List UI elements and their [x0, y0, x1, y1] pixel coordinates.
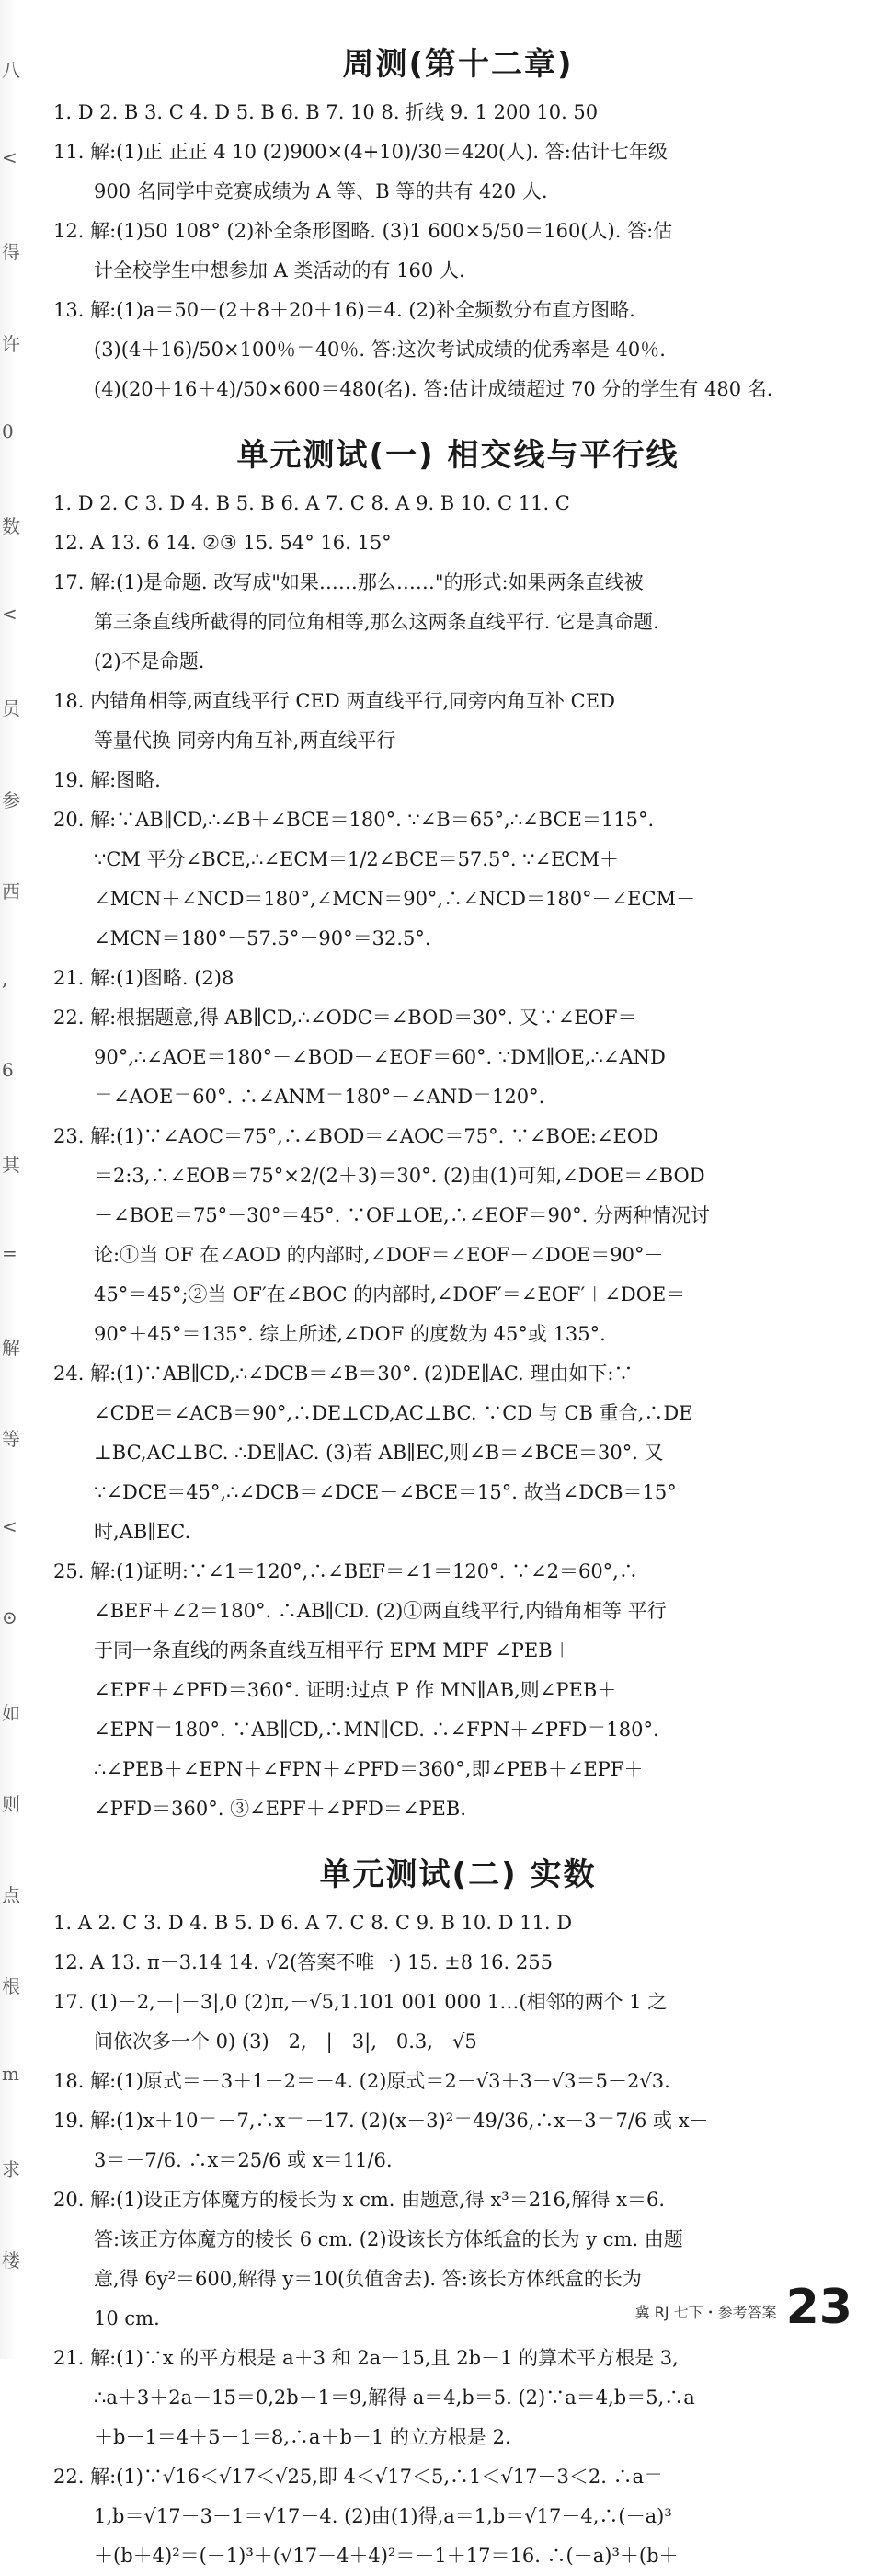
margin-fragment: 员 — [2, 697, 20, 720]
answer-line: 计全校学生中想参加 A 类活动的有 160 人. — [94, 259, 465, 282]
answer-line: ∠CDE＝∠ACB＝90°,∴DE⊥CD,AC⊥BC. ∵CD 与 CB 重合,∴DE — [94, 1402, 693, 1424]
section-title: 单元测试(一) 相交线与平行线 — [236, 437, 680, 474]
answer-line: 12. 解:(1)50 108° (2)补全条形图略. (3)1 600×5/50＝160(人). 答:估 — [53, 220, 673, 242]
margin-fragment: 则 — [2, 1792, 20, 1815]
answer-line: 19. 解:(1)x＋10＝－7,∴x＝－17. (2)(x－3)²＝49/36,∴x－3＝7/6 或 x－ — [53, 2110, 709, 2132]
answer-line: ⊥BC,AC⊥BC. ∴DE∥AC. (3)若 AB∥EC,则∠B＝∠BCE＝30°. 又 — [94, 1442, 664, 1464]
answer-line: 90°＋45°＝135°. 综上所述,∠DOF 的度数为 45°或 135°. — [94, 1323, 606, 1345]
margin-fragment: 数 — [2, 515, 20, 537]
answer-line: ＝2:3,∴∠EOB＝75°×2/(2＋3)＝30°. (2)由(1)可知,∠DOE＝∠BOD — [94, 1165, 705, 1187]
section-title: 单元测试(二) 实数 — [319, 1857, 597, 1893]
answer-line: 1. D 2. B 3. C 4. D 5. B 6. B 7. 10 8. 折线 9. 1 200 10. 50 — [53, 101, 599, 123]
answer-line: 24. 解:(1)∵AB∥CD,∴∠DCB＝∠B＝30°. (2)DE∥AC. 理由如下:∵ — [53, 1363, 634, 1385]
margin-fragment: = — [2, 1241, 17, 1264]
answer-line: (2)不是命题. — [94, 650, 205, 673]
answer-line: 第三条直线所截得的同位角相等,那么这两条直线平行. 它是真命题. — [94, 611, 659, 633]
margin-fragment: 等 — [2, 1428, 20, 1450]
margin-fragment: 根 — [2, 1975, 20, 1998]
footer-label: 冀 RJ 七下・参考答案 — [634, 2304, 777, 2321]
answer-key-body — [53, 35, 863, 2576]
answer-line: ＝∠AOE＝60°. ∴∠ANM＝180°－∠AND＝120°. — [94, 1086, 545, 1108]
answer-line: 10 cm. — [94, 2307, 160, 2329]
margin-fragment: 其 — [2, 1154, 20, 1177]
margin-fragment: 解 — [2, 1336, 20, 1359]
answer-line: 1,b＝√17－3－1＝√17－4. (2)由(1)得,a＝1,b＝√17－4,∴(－a)³ — [94, 2505, 672, 2527]
margin-fragment: 6 — [2, 1059, 14, 1082]
answer-line: ∴∠PEB＋∠EPN＋∠FPN＋∠PFD＝360°,即∠PEB＋∠EPF＋ — [94, 1758, 644, 1780]
answer-line: 900 名同学中竞赛成绩为 A 等、B 等的共有 420 人. — [94, 180, 548, 202]
answer-line: (4)(20＋16＋4)/50×600＝480(名). 答:估计成绩超过 70 分的学生有 480 名. — [94, 378, 773, 400]
answer-line: 20. 解:∵AB∥CD,∴∠B＋∠BCE＝180°. ∵∠B＝65°,∴∠BCE＝115°. — [53, 809, 655, 831]
answer-line: 45°＝45°;②当 OF′在∠BOC 的内部时,∠DOF′＝∠EOF′＋∠DOE＝ — [94, 1283, 686, 1305]
answer-line: 21. 解:(1)图略. (2)8 — [53, 967, 234, 989]
answer-line: 18. 内错角相等,两直线平行 CED 两直线平行,同旁内角互补 CED — [53, 690, 615, 712]
answer-line: 13. 解:(1)a＝50－(2＋8＋20＋16)＝4. (2)补全频数分布直方图略. — [53, 299, 635, 321]
answer-line: 21. 解:(1)∵x 的平方根是 a＋3 和 2a－15,且 2b－1 的算术平方根是 3, — [53, 2347, 679, 2369]
margin-fragment: 点 — [2, 1884, 20, 1906]
answer-line: －∠BOE＝75°－30°＝45°. ∵OF⊥OE,∴∠EOF＝90°. 分两种情况讨 — [94, 1204, 711, 1226]
answer-line: ∵CM 平分∠BCE,∴∠ECM＝1/2∠BCE＝57.5°. ∵∠ECM＋ — [94, 848, 620, 870]
margin-fragment: 参 — [2, 788, 20, 811]
margin-fragment: 西 — [2, 880, 20, 903]
answer-line: 答:该正方体魔方的棱长 6 cm. (2)设该长方体纸盒的长为 y cm. 由题 — [94, 2228, 683, 2250]
answer-line: 17. 解:(1)是命题. 改写成"如果……那么……"的形式:如果两条直线被 — [53, 571, 644, 593]
answer-line: 20. 解:(1)设正方体魔方的棱长为 x cm. 由题意,得 x³＝216,解得 x＝6. — [53, 2189, 666, 2211]
margin-fragment: 如 — [2, 1701, 20, 1724]
answer-line: 3＝－7/6. ∴x＝25/6 或 x＝11/6. — [94, 2149, 393, 2171]
answer-line: ∠EPN＝180°. ∵AB∥CD,∴MN∥CD. ∴∠FPN＋∠PFD＝180°. — [94, 1719, 659, 1741]
answer-line: 23. 解:(1)∵∠AOC＝75°,∴∠BOD＝∠AOC＝75°. ∵∠BOE:∠EOD — [53, 1125, 658, 1147]
answer-line: 意,得 6y²＝600,解得 y＝10(负值舍去). 答:该长方体纸盒的长为 — [94, 2268, 642, 2290]
answer-line: 12. A 13. 6 14. ②③ 15. 54° 16. 15° — [53, 532, 392, 554]
answer-line: 25. 解:(1)证明:∵∠1＝120°,∴∠BEF＝∠1＝120°. ∵∠2＝60°,∴ — [53, 1560, 638, 1582]
answer-line: 时,AB∥EC. — [94, 1521, 191, 1543]
answer-line: ∠EPF＋∠PFD＝360°. 证明:过点 P 作 MN∥AB,则∠PEB＋ — [94, 1679, 617, 1701]
margin-fragment: < — [2, 1515, 17, 1538]
answer-line: 17. (1)－2,－|－3|,0 (2)π,－√5,1.101 001 000 1…(相邻的两个 1 之 — [53, 1991, 668, 2013]
page-footer — [634, 2280, 852, 2335]
margin-fragment: 楼 — [2, 2248, 20, 2271]
margin-fragment: 求 — [2, 2157, 20, 2180]
answer-line: 1. A 2. C 3. D 4. B 5. D 6. A 7. C 8. C 9. B 10. D 11. D — [53, 1912, 573, 1934]
margin-fragment: , — [2, 968, 8, 990]
page-number: 23 — [785, 2280, 852, 2335]
answer-line: ∠PFD＝360°. ③∠EPF＋∠PFD＝∠PEB. — [94, 1798, 466, 1820]
margin-fragment: 得 — [2, 241, 20, 264]
answer-line: 22. 解:根据题意,得 AB∥CD,∴∠ODC＝∠BOD＝30°. 又∵∠EOF＝ — [53, 1006, 637, 1029]
margin-fragment: ⊙ — [2, 1606, 17, 1629]
margin-fragment: 八 — [2, 59, 20, 81]
section-title: 周测(第十二章) — [342, 46, 574, 83]
margin-fragment: < — [2, 146, 17, 169]
answer-line: 12. A 13. π－3.14 14. √2(答案不唯一) 15. ±8 16. 255 — [53, 1951, 553, 1973]
answer-line: ∵∠DCE＝45°,∴∠DCB＝∠DCE－∠BCE＝15°. 故当∠DCB＝15° — [94, 1481, 677, 1503]
answer-line: 间依次多一个 0) (3)－2,－|－3|,－0.3,－√5 — [94, 2030, 477, 2053]
answer-line: 等量代换 同旁内角互补,两直线平行 — [94, 730, 396, 752]
answer-line: 论:①当 OF 在∠AOD 的内部时,∠DOF＝∠EOF－∠DOE＝90°－ — [94, 1244, 664, 1266]
answer-line: 19. 解:图略. — [53, 769, 161, 791]
answer-line: ∠BEF＋∠2＝180°. ∴AB∥CD. (2)①两直线平行,内错角相等 平行 — [94, 1600, 667, 1622]
answer-line: 22. 解:(1)∵√16＜√17＜√25,即 4＜√17＜5,∴1＜√17－3＜2. ∴a＝ — [53, 2466, 664, 2488]
answer-line: 于同一条直线的两条直线互相平行 EPM MPF ∠PEB＋ — [94, 1639, 572, 1662]
margin-fragment: m — [2, 2063, 19, 2086]
margin-fragment: 许 — [2, 332, 20, 355]
answer-line: ∴a＋3＋2a－15＝0,2b－1＝9,解得 a＝4,b＝5. (2)∵a＝4,b＝5,∴a — [94, 2386, 695, 2409]
answer-line: 11. 解:(1)正 正正 4 10 (2)900×(4+10)/30＝420(人). 答:估计七年级 — [53, 141, 668, 163]
answer-line: (3)(4＋16)/50×100％＝40％. 答:这次考试成绩的优秀率是 40％. — [94, 339, 666, 361]
margin-fragment: < — [2, 603, 17, 626]
answer-line: 90°,∴∠AOE＝180°－∠BOD－∠EOF＝60°. ∵DM∥OE,∴∠AND — [94, 1046, 666, 1068]
answer-line: 1. D 2. C 3. D 4. B 5. B 6. A 7. C 8. A 9. B 10. C 11. C — [53, 492, 570, 514]
margin-fragment: 0 — [2, 420, 14, 443]
answer-line: ∠MCN＋∠NCD＝180°,∠MCN＝90°,∴∠NCD＝180°－∠ECM－ — [94, 888, 696, 910]
answer-line: ＋b－1＝4＋5－1＝8,∴a＋b－1 的立方根是 2. — [94, 2426, 511, 2448]
answer-line: 18. 解:(1)原式＝－3＋1－2＝－4. (2)原式＝2－√3＋3－√3＝5－2√3. — [53, 2070, 670, 2092]
answer-line: ＋(b＋4)²＝(－1)³＋(√17－4＋4)²＝－1＋17＝16. ∴(－a)³＋(b＋ — [94, 2545, 679, 2567]
answer-line: ∠MCN＝180°－57.5°－90°＝32.5°. — [94, 927, 431, 949]
